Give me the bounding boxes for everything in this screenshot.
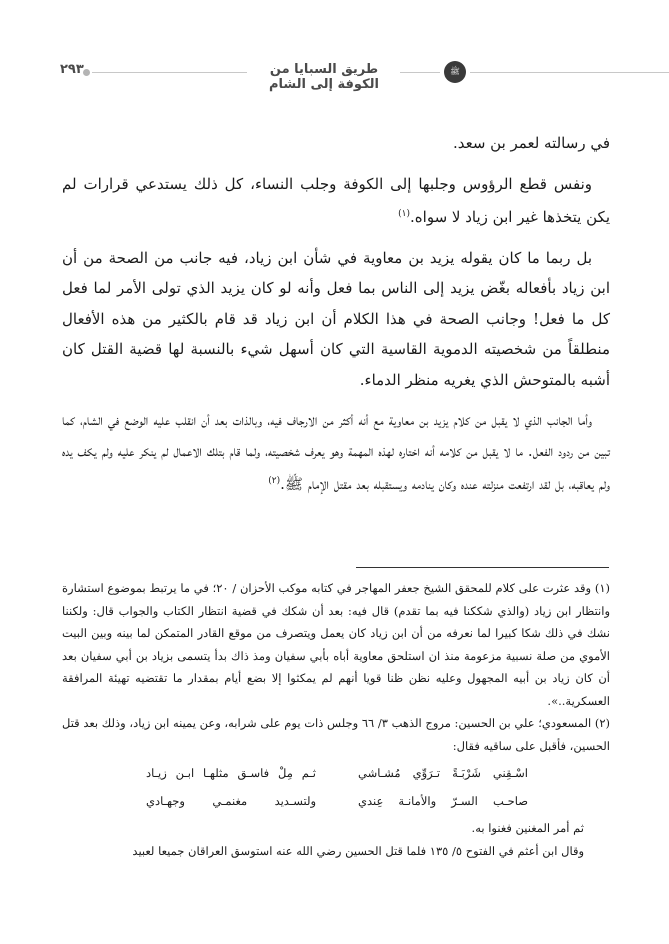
paragraph-text: وأما الجانب الذي لا يقبل من كلام يزيد بن معاوية مع أنه أكثر من الارجاف فيه، وبالذات بعد أن انقلب عليه الوضع في الشام، كما تبين من ردود الفعل. ما لا يقبل من كلامه أنه اختاره لهذه المهمة وهو يعرف شخصيته، ولما قام بتلك الاعمال لم ينكر عليه ولم يكف يده ولم يعاقبه، بل لقد ارتفعت منزلته عنده وكان ينادمه ويستقبله بعد مقتل الإمام ﷺ. — [62, 411, 610, 493]
running-title: طريق السبايا من الكوفة إلى الشام — [269, 62, 379, 92]
footnote-1 — [62, 577, 610, 712]
paragraph-text: ونفس قطع الرؤوس وجلبها إلى الكوفة وجلب النساء، كل ذلك يستدعي قرارات لم يكن يتخذها غير ابن زياد لا سواه. — [62, 174, 610, 226]
paragraph-3 — [62, 243, 610, 396]
footnote-2-after-verses: ثم أمر المغنين فغنوا به. — [471, 821, 584, 835]
emblem-icon — [444, 61, 466, 83]
footnote-text: وقد عثرت على كلام للمحقق الشيخ جعفر المهاجر في كتابه موكب الأحزان / ٢٠؛ في ما يرتبط بموضوع استشارة وانتظار ابن زياد (والذي شككنا فيه بما تقدم) قال فيه: بعد أن شكك في قضية انتظار الكتاب والجواب قال: ولكننا نشك في ذلك شكا كبيرا لما نعرفه من أن ابن زياد كان يعمل ويتصرف من موقع القادر المتمكن لما بينه وبين البيت الأموي من صلة نسبية مزعومة منذ ان استلحق معاوية أباه بأبي سفيان ومذ ذاك بدأ يتسمى بزياد بن أبي سفيان بعد أن كان زياد بن أبيه المجهول وعليه نظن ظنا قويا أنهم لم يمكثوا إلا بضع أيام بمقدار ما تقتضيه تهيئة المرافقة العسكرية..». — [62, 581, 610, 708]
footnote-marker: (١) — [594, 581, 611, 595]
verse-line-1 — [62, 762, 610, 785]
paragraph-2 — [62, 169, 610, 233]
paragraph-text: بل ربما ما كان يقوله يزيد بن معاوية في شأن ابن زياد، فيه جانب من الصحة من أن ابن زياد بأفعاله بغّض يزيد إلى الناس بما فعل وأنه لو كان يزيد الذي تولى الأمر لما فعل كل ما فعل! وجانب الصحة في هذا الكلام أن ابن زياد قد قام بالكثير من هذه الأفعال منطلقاً من شخصيته الدموية القاسية التي كان أسهل شيء بالنسبة لها قضية القتل كان أشبه بالمتوحش الذي يغريه منظر الدماء. — [62, 248, 610, 389]
footnote-separator — [356, 567, 609, 568]
verse-line-2 — [62, 790, 610, 813]
header-rule-right — [470, 72, 669, 73]
main-text — [62, 128, 610, 500]
paragraph-1 — [62, 128, 610, 159]
page-number: ٢٩٣ — [60, 62, 84, 77]
paragraph-text: في رسالته لعمر بن سعد. — [452, 134, 610, 152]
footnote-text: المسعودي؛ علي بن الحسين: مروج الذهب ٣/ ٦٦ وجلس ذات يوم على شرابه، وعن يمينه ابن زياد، وذلك بعد قتل الحسين، فأقبل على ساقيه فقال: — [62, 716, 610, 753]
footnote-ref-1[interactable]: (١) — [398, 209, 411, 219]
footnotes — [62, 577, 610, 862]
hemistich-first: اسْـقِني شَرْبَـةً تـرَوِّي مُشـاشي — [358, 766, 528, 780]
page-header — [0, 60, 669, 92]
footnote-2-continuation: وقال ابن أعثم في الفتوح ٥/ ١٣٥ فلما قتل الحسين رضي الله عنه استوسق العراقان جميعا لعبيد — [132, 843, 584, 858]
footnote-marker: (٢) — [594, 716, 611, 730]
header-rule-mid — [400, 72, 440, 73]
hemistich-second: ولتسـديد مغنمـي وجهـادي — [146, 793, 316, 808]
header-rule-left — [92, 72, 247, 73]
paragraph-4 — [62, 405, 610, 500]
emblem-glyph: ﷺ — [450, 67, 460, 76]
footnote-ref-2[interactable]: (٢) — [268, 476, 281, 486]
page-dot-icon — [83, 69, 90, 76]
footnote-2 — [62, 712, 610, 757]
hemistich-first: صاحـب السـرّ والأمانـة عِندي — [358, 793, 528, 808]
hemistich-second: ثـم مِلْ فاسـق مثلهـا ابـن زيـاد — [146, 766, 316, 780]
